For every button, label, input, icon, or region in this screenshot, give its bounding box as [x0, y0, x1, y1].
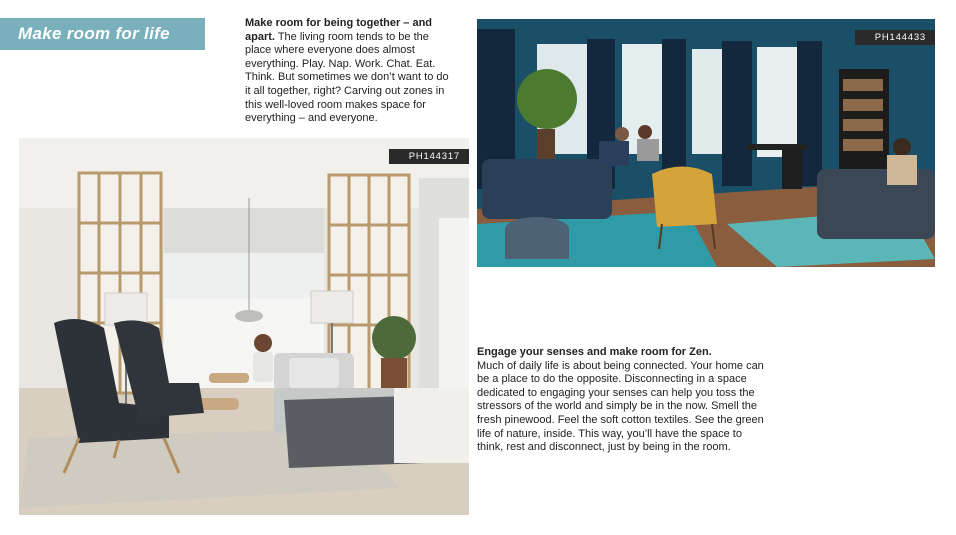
zen-paragraph	[477, 346, 767, 455]
zen-heading: Engage your senses and make room for Zen.	[477, 346, 712, 358]
photo-code-tag: PH144433	[855, 30, 935, 45]
intro-body: The living room tends to be the place where everyone does almost everything. Play. Nap. Work. Chat. Eat. Think. But sometimes we don’t want to do it all together, right? Carving out zones in this well-loved room makes space for everything – and everyone.	[245, 30, 449, 125]
intro-paragraph	[245, 17, 455, 126]
blue-living-room-photo	[477, 19, 935, 267]
photo-code-tag: PH144317	[389, 149, 469, 164]
living-room-photo	[19, 138, 469, 515]
zen-body: Much of daily life is about being connected. Your home can be a place to do the opposite. Disconnecting in a space dedicated to engaging your senses can help you toss the stressors of the world and simply be in the now. Smell the fresh pinewood. Feel the soft cotton textiles. See the green life of nature, inside. This way, you’ll have the space to think, rest and disconnect, just by being in the room.	[477, 359, 764, 454]
section-title-banner	[0, 18, 205, 50]
intro-heading: Make room for being together – and apart.	[245, 17, 433, 43]
section-title: Make room for life	[18, 24, 170, 43]
